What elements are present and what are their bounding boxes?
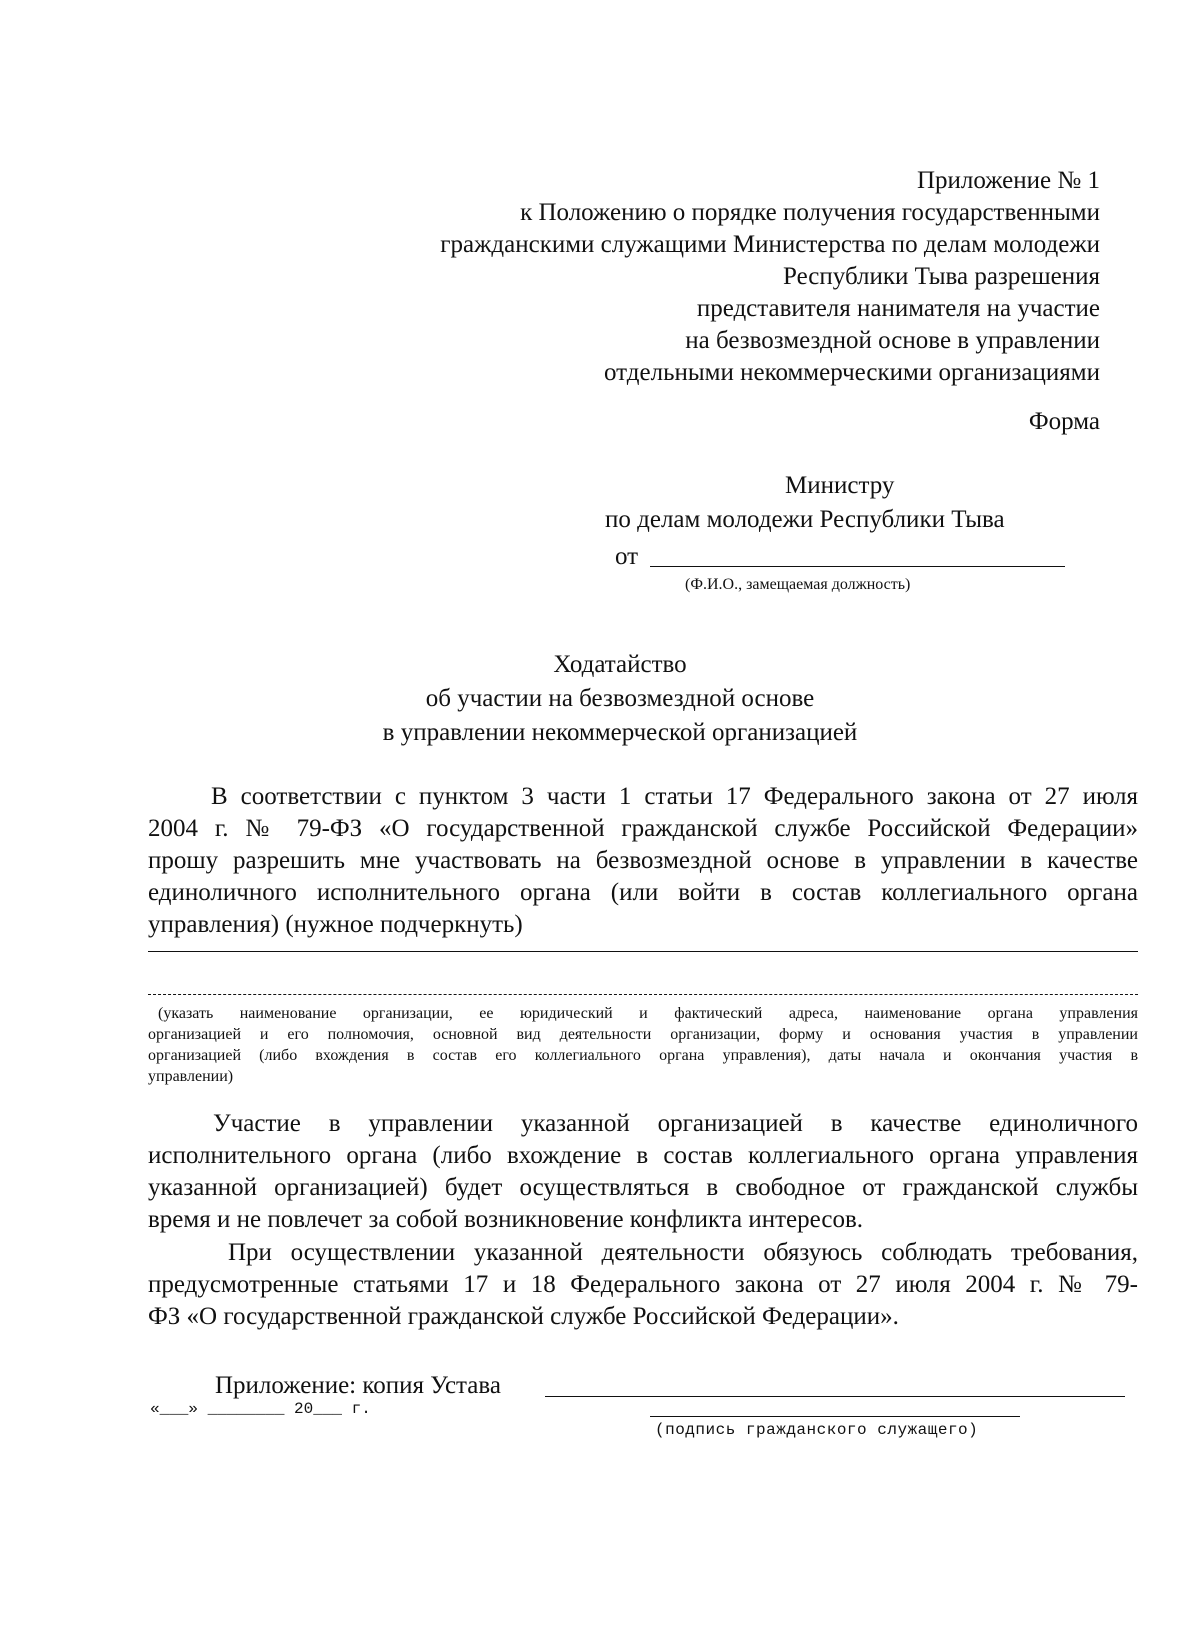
annex-header [440, 165, 1100, 389]
annex-line: гражданскими служащими Министерства по делам молодежи [440, 231, 1100, 258]
annex-line: Республики Тыва разрешения [783, 263, 1100, 290]
organization-fill-line[interactable] [148, 994, 1138, 995]
text-line: ФЗ «О государственной гражданской службе Российской Федерации». [148, 1303, 899, 1330]
from-label: от [615, 543, 639, 570]
text-line: время и не повлечет за собой возникновение конфликта интересов. [148, 1206, 864, 1233]
title-line: об участии на безвозмездной основе [425, 685, 815, 712]
annex-line: на безвозмездной основе в управлении [685, 327, 1100, 354]
text-line: предусмотренные статьями 17 и 18 Федерального закона от 27 июля 2004 г. № 79- [148, 1271, 1138, 1298]
text-line: прошу разрешить мне участвовать на безвозмездной основе в управлении в качестве [148, 847, 1138, 874]
annex-line: отдельными некоммерческими организациями [604, 359, 1100, 386]
organization-fill-line[interactable] [148, 951, 1138, 952]
form-label: Форма [1028, 408, 1100, 435]
attachment-label: Приложение: копия Устава [215, 1372, 501, 1399]
paragraph-obligation [148, 1237, 1138, 1333]
paragraph-participation [148, 1108, 1138, 1236]
organization-hint [148, 1003, 1138, 1087]
text-line: 2004 г. № 79-ФЗ «О государственной гражданской службе Российской Федерации» [148, 815, 1138, 842]
annex-line: представителя нанимателя на участие [696, 295, 1100, 322]
title-line: в управлении некоммерческой организацией [382, 719, 858, 746]
addressee-line: Министру [785, 472, 895, 499]
title-line: Ходатайство [553, 651, 687, 678]
text-line: Участие в управлении указанной организацией в качестве единоличного [213, 1110, 1138, 1137]
hint-line: организацией и его полномочия, основной вид деятельности организации, форму и основания участия в управлении [148, 1026, 1138, 1043]
text-line: единоличного исполнительного органа (или войти в состав коллегиального органа [148, 879, 1138, 906]
date-field[interactable]: «___» ________ 20___ г. [150, 1400, 371, 1418]
annex-title: Приложение № 1 [916, 167, 1100, 194]
addressee-line: по делам молодежи Республики Тыва [605, 506, 1005, 533]
document-title [0, 648, 1200, 750]
paragraph-request [148, 781, 1138, 941]
hint-line: (указать наименование организации, ее юридический и фактический адреса, наименование органа управления [158, 1005, 1138, 1022]
annex-line: к Положению о порядке получения государственными [520, 199, 1100, 226]
attachment-fill-line[interactable] [545, 1396, 1125, 1397]
text-line: В соответствии с пунктом 3 части 1 статьи 17 Федерального закона от 27 июля [211, 783, 1138, 810]
hint-line: управлении) [148, 1068, 234, 1085]
text-line: При осуществлении указанной деятельности обязуюсь соблюдать требования, [228, 1239, 1138, 1266]
signature-line[interactable] [650, 1416, 1020, 1417]
text-line: управления) (нужное подчеркнуть) [148, 911, 523, 938]
hint-line: организацией (либо вхождения в состав его коллегиального органа управления), даты начала и окончания участия в [148, 1047, 1138, 1064]
text-line: исполнительного органа (либо вхождение в состав коллегиального органа управления [148, 1142, 1138, 1169]
signature-hint: (подпись гражданского служащего) [655, 1421, 979, 1439]
from-fill-line[interactable] [650, 566, 1065, 567]
from-hint: (Ф.И.О., замещаемая должность) [685, 576, 911, 593]
text-line: указанной организацией) будет осуществляться в свободное от гражданской службы [148, 1174, 1138, 1201]
